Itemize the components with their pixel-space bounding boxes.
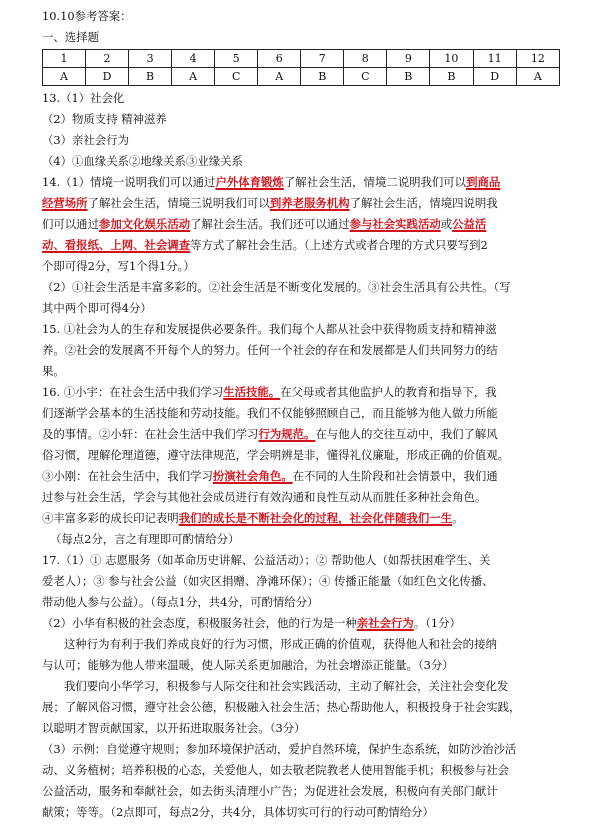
table-cell: 7: [301, 50, 344, 68]
q16-scoring-note: （每点2分，言之有理即可酌情给分）: [50, 532, 240, 546]
q17-line: 这种行为有利于我们养成良好的行为习惯，形成正确的价值观，获得他人和社会的接纳: [64, 637, 497, 651]
table-cell: A: [172, 68, 215, 86]
q13-line: （3）亲社会行为: [42, 133, 129, 147]
text: 在与他人的交往互动中，我们了解风: [315, 427, 498, 441]
key-answer: 户外体育锻炼: [215, 175, 284, 189]
key-answer: 参加文化娱乐活动: [98, 217, 191, 231]
q14-line: [42, 214, 562, 235]
answer-table-answer-row: [43, 68, 560, 86]
q17-line: 公益活动，服务和奉献社会，如去街头清理小广告；为促进社会发展，积极向有关部门献计: [42, 784, 498, 798]
text: 等方式了解社会生活。（上述方式或者合理的方式只要写到2: [190, 238, 488, 252]
key-answer: 我们的成长是不断社会化的过程，社会化伴随我们一生: [178, 511, 453, 525]
table-cell: 11: [473, 50, 516, 68]
key-answer: 动、看报纸、上网、社会调查: [42, 238, 191, 252]
answer-table: [42, 49, 560, 86]
key-answer: 扮演社会角色。: [212, 469, 293, 483]
text: ③小刚：在社会生活中，我们学习: [42, 469, 213, 483]
table-cell: 8: [344, 50, 387, 68]
table-cell: D: [473, 68, 516, 86]
q17-line: 献策；等等。（2点即可，每点2分，共4分，具体切实可行的行动可酌情给分）: [42, 805, 434, 819]
q16-line: 们逐渐学会基本的生活技能和劳动技能。我们不仅能够照顾自己，而且能够为他人做力所能: [42, 406, 498, 420]
table-cell: B: [129, 68, 172, 86]
q17-line: 带动他人参与公益）。（每点1分，共4分，可酌情给分）: [42, 595, 319, 609]
table-cell: 6: [258, 50, 301, 68]
table-cell: A: [516, 68, 559, 86]
text: 14.（1）情境一说明我们可以通过: [42, 175, 216, 189]
answer-table-number-row: [43, 50, 560, 68]
section-heading-choice: 一、选择题: [42, 30, 99, 44]
text: 在不同的人生阶段和社会情景中，我们通: [292, 469, 498, 483]
q17-line: 以聪明才智贡献国家，以开拓进取服务社会。（3分）: [42, 721, 306, 735]
answer-page: [42, 6, 562, 823]
q13-line: 13.（1）社会化: [42, 91, 125, 105]
key-answer: 行为规范。: [258, 427, 316, 441]
q16-line: [42, 508, 562, 529]
key-answer: 参与社会实践活动: [349, 217, 441, 231]
table-cell: 10: [430, 50, 473, 68]
q17-line: 展；了解风俗习惯，遵守社会公德，积极融入社会生活；热心帮助他人，积极投身于社会实践，: [42, 700, 521, 714]
q15-line: 15. ①社会为人的生存和发展提供必要条件。我们每个人都从社会中获得物质支持和精神滋: [42, 322, 497, 336]
q16-line: [42, 382, 562, 403]
table-cell: 9: [387, 50, 430, 68]
q17-line: （3）示例：自觉遵守规则；参加环境保护活动，爱护自然环境，保护生态系统，如防沙治沙活: [42, 742, 517, 756]
q14-line: 其中两个即可得4分）: [42, 301, 152, 315]
q17-line: [42, 613, 562, 634]
text: ④丰富多彩的成长印记表明: [42, 511, 179, 525]
table-cell: 12: [516, 50, 559, 68]
text: 了解社会生活，情境二说明我们可以: [283, 175, 467, 189]
text: 了解社会生活。我们还可以通过: [190, 217, 350, 231]
q14-line: （2）①社会生活是丰富多彩的。②社会生活是不断变化发展的。③社会生活具有公共性。（写: [42, 280, 511, 294]
text: 16. ①小宇：在社会生活中我们学习: [42, 385, 224, 399]
q17-line: 与认可；能够为他人带来温暖，使人际关系更加融洽，为社会增添正能量。（3分）: [42, 658, 454, 672]
text: 在父母或者其他监护人的教育和指导下，我: [280, 385, 497, 399]
q13-line: （2）物质支持 精神滋养: [42, 112, 167, 126]
text: 们可以通过: [42, 217, 99, 231]
table-cell: D: [86, 68, 129, 86]
table-cell: B: [430, 68, 473, 86]
q15-line: 养。②社会的发展离不开每个人的努力。任何一个社会的存在和发展都是人们共同努力的结: [42, 343, 498, 357]
key-answer: 公益活: [452, 217, 487, 231]
text: 。（1分）: [413, 616, 461, 630]
q17-line: 17.（1）① 志愿服务（如革命历史讲解、公益活动）；② 帮助他人（如帮扶困难学生、关: [42, 553, 491, 567]
text: （2）小华有积极的社会态度，积极服务社会，他的行为是一种: [42, 616, 357, 630]
table-cell: 3: [129, 50, 172, 68]
q17-line: 爱老人）；③ 参与社会公益（如灾区捐赠、净滩环保）；④ 传播正能量（如红色文化传播、: [42, 574, 494, 588]
table-cell: A: [258, 68, 301, 86]
q16-line: 俗习惯，理解伦理道德，遵守法律规范，学会明辨是非，懂得礼仪廉耻，形成正确的价值观。: [42, 448, 510, 462]
key-answer: 到养老服务机构: [269, 196, 350, 210]
q16-line: [42, 424, 562, 445]
table-cell: 5: [215, 50, 258, 68]
q16-line: 过参与社会生活，学会与其他社会成员进行有效沟通和良性互动从而胜任多种社会角色。: [42, 490, 487, 504]
q14-line: [42, 172, 562, 193]
text: 。: [452, 511, 464, 525]
table-cell: C: [215, 68, 258, 86]
q14-line: 个即可得2分，写1个得1分。）: [42, 259, 195, 273]
q17-line: 我们要向小华学习，积极参与人际交往和社会实践活动，主动了解社会，关注社会变化发: [64, 679, 509, 693]
text: 及的事情。②小轩：在社会生活中我们学习: [42, 427, 259, 441]
text: 了解社会生活，情境四说明我: [349, 196, 498, 210]
table-cell: 2: [86, 50, 129, 68]
key-answer: 亲社会行为: [356, 616, 414, 630]
table-cell: A: [43, 68, 86, 86]
q16-line: [42, 466, 562, 487]
table-cell: 4: [172, 50, 215, 68]
q15-line: 果。: [42, 364, 65, 378]
q14-line: [42, 235, 562, 256]
table-cell: B: [301, 68, 344, 86]
text: 或: [440, 217, 453, 231]
key-answer: 生活技能。: [223, 385, 281, 399]
text: 了解社会生活，情境三说明我们可以: [87, 196, 270, 210]
table-cell: C: [344, 68, 387, 86]
table-cell: B: [387, 68, 430, 86]
table-cell: 1: [43, 50, 86, 68]
page-title: 10.10参考答案：: [42, 9, 132, 23]
q13-line: （4）①血缘关系②地缘关系③业缘关系: [42, 154, 243, 168]
key-answer: 到商品: [466, 175, 501, 189]
q17-line: 动、义务植树；培养积极的心态，关爱他人，如去敬老院教老人使用智能手机；积极参与社会: [42, 763, 510, 777]
q14-line: [42, 193, 562, 214]
key-answer: 经营场所: [42, 196, 88, 210]
